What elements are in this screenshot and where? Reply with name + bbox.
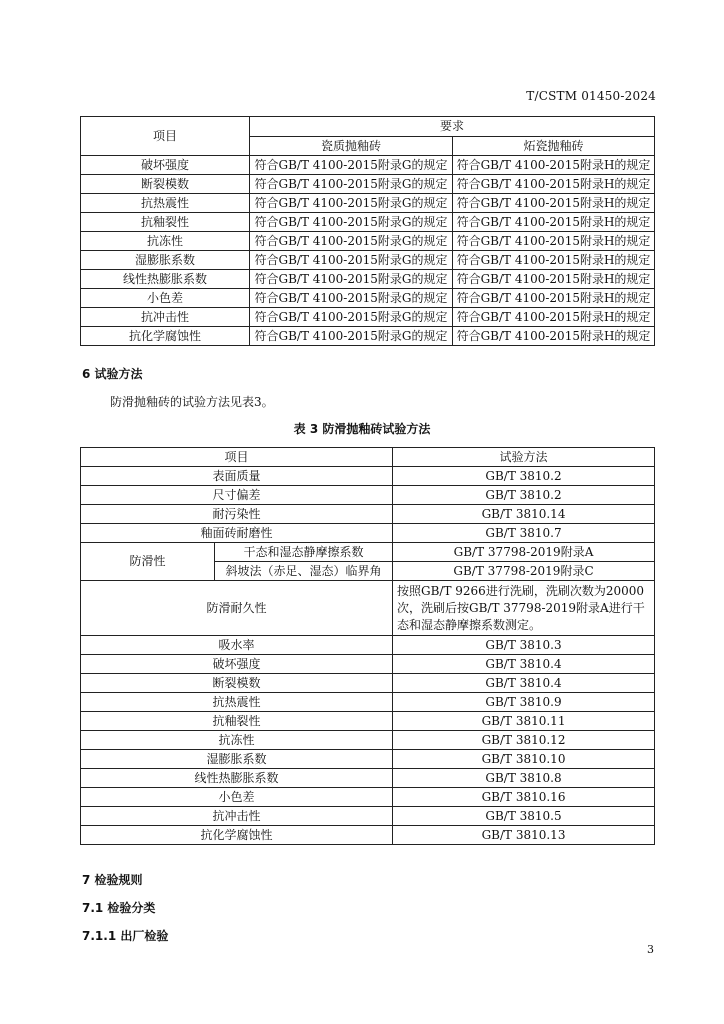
item-cell: 抗化学腐蚀性 bbox=[81, 826, 393, 845]
item-cell: 釉面砖耐磨性 bbox=[81, 524, 393, 543]
item-cell: 破坏强度 bbox=[81, 156, 250, 175]
table-row bbox=[81, 175, 655, 194]
item-cell: 耐污染性 bbox=[81, 505, 393, 524]
column-header-method: 试验方法 bbox=[393, 448, 655, 467]
section-heading-6: 6 试验方法 bbox=[82, 367, 143, 381]
porcelain-requirement-cell: 符合GB/T 4100-2015附录G的规定 bbox=[250, 156, 453, 175]
porcelain-requirement-cell: 符合GB/T 4100-2015附录G的规定 bbox=[250, 327, 453, 346]
table-row bbox=[81, 674, 655, 693]
item-cell: 尺寸偏差 bbox=[81, 486, 393, 505]
document-code: T/CSTM 01450-2024 bbox=[526, 89, 656, 103]
table-row bbox=[81, 769, 655, 788]
column-header-item: 项目 bbox=[81, 117, 250, 156]
method-cell: GB/T 3810.4 bbox=[393, 674, 655, 693]
table-row bbox=[81, 270, 655, 289]
table-row bbox=[81, 289, 655, 308]
item-cell: 抗热震性 bbox=[81, 194, 250, 213]
method-cell: GB/T 3810.13 bbox=[393, 826, 655, 845]
method-cell: GB/T 3810.5 bbox=[393, 807, 655, 826]
item-cell: 抗化学腐蚀性 bbox=[81, 327, 250, 346]
method-cell: GB/T 3810.10 bbox=[393, 750, 655, 769]
stoneware-requirement-cell: 符合GB/T 4100-2015附录H的规定 bbox=[453, 194, 655, 213]
porcelain-requirement-cell: 符合GB/T 4100-2015附录G的规定 bbox=[250, 213, 453, 232]
table-row bbox=[81, 731, 655, 750]
table-row bbox=[81, 486, 655, 505]
table-row bbox=[81, 826, 655, 845]
stoneware-requirement-cell: 符合GB/T 4100-2015附录H的规定 bbox=[453, 232, 655, 251]
item-cell: 抗釉裂性 bbox=[81, 213, 250, 232]
porcelain-requirement-cell: 符合GB/T 4100-2015附录G的规定 bbox=[250, 232, 453, 251]
item-cell: 小色差 bbox=[81, 788, 393, 807]
column-header-porcelain: 瓷质抛釉砖 bbox=[250, 137, 453, 156]
item-cell: 线性热膨胀系数 bbox=[81, 769, 393, 788]
porcelain-requirement-cell: 符合GB/T 4100-2015附录G的规定 bbox=[250, 308, 453, 327]
item-cell: 抗热震性 bbox=[81, 693, 393, 712]
item-cell: 抗冻性 bbox=[81, 731, 393, 750]
item-cell: 抗冲击性 bbox=[81, 308, 250, 327]
stoneware-requirement-cell: 符合GB/T 4100-2015附录H的规定 bbox=[453, 308, 655, 327]
method-cell: GB/T 3810.2 bbox=[393, 467, 655, 486]
porcelain-requirement-cell: 符合GB/T 4100-2015附录G的规定 bbox=[250, 251, 453, 270]
test-method-table bbox=[80, 447, 655, 845]
table-row bbox=[81, 712, 655, 731]
method-cell: GB/T 37798-2019附录C bbox=[393, 562, 655, 581]
table-row bbox=[81, 693, 655, 712]
table-row bbox=[81, 251, 655, 270]
column-header-stoneware: 炻瓷抛釉砖 bbox=[453, 137, 655, 156]
stoneware-requirement-cell: 符合GB/T 4100-2015附录H的规定 bbox=[453, 251, 655, 270]
column-header-requirement: 要求 bbox=[250, 117, 655, 137]
stoneware-requirement-cell: 符合GB/T 4100-2015附录H的规定 bbox=[453, 270, 655, 289]
item-cell: 破坏强度 bbox=[81, 655, 393, 674]
table-row bbox=[81, 581, 655, 636]
table-row bbox=[81, 327, 655, 346]
table-row bbox=[81, 194, 655, 213]
porcelain-requirement-cell: 符合GB/T 4100-2015附录G的规定 bbox=[250, 289, 453, 308]
method-cell: GB/T 3810.3 bbox=[393, 636, 655, 655]
item-cell: 吸水率 bbox=[81, 636, 393, 655]
method-cell: GB/T 3810.11 bbox=[393, 712, 655, 731]
method-cell: GB/T 3810.8 bbox=[393, 769, 655, 788]
item-cell: 湿膨胀系数 bbox=[81, 251, 250, 270]
method-cell: GB/T 3810.7 bbox=[393, 524, 655, 543]
item-cell: 断裂模数 bbox=[81, 674, 393, 693]
column-header-item: 项目 bbox=[81, 448, 393, 467]
requirements-table bbox=[80, 116, 655, 346]
table-row bbox=[81, 807, 655, 826]
stoneware-requirement-cell: 符合GB/T 4100-2015附录H的规定 bbox=[453, 213, 655, 232]
method-cell: 按照GB/T 9266进行洗刷，洗刷次数为20000次，洗刷后按GB/T 37798-2019附录A进行干态和湿态静摩擦系数测定。 bbox=[393, 581, 655, 636]
section-6-text: 防滑抛釉砖的试验方法见表3。 bbox=[110, 395, 274, 409]
table-row bbox=[81, 750, 655, 769]
method-cell: GB/T 3810.2 bbox=[393, 486, 655, 505]
table-row bbox=[81, 467, 655, 486]
item-cell: 干态和湿态静摩擦系数 bbox=[215, 543, 393, 562]
table-row bbox=[81, 156, 655, 175]
item-cell: 小色差 bbox=[81, 289, 250, 308]
porcelain-requirement-cell: 符合GB/T 4100-2015附录G的规定 bbox=[250, 175, 453, 194]
item-cell: 抗釉裂性 bbox=[81, 712, 393, 731]
method-cell: GB/T 3810.9 bbox=[393, 693, 655, 712]
method-cell: GB/T 3810.16 bbox=[393, 788, 655, 807]
table-row bbox=[81, 213, 655, 232]
table-row bbox=[81, 788, 655, 807]
method-cell: GB/T 37798-2019附录A bbox=[393, 543, 655, 562]
slip-resistance-label: 防滑性 bbox=[81, 543, 215, 581]
stoneware-requirement-cell: 符合GB/T 4100-2015附录H的规定 bbox=[453, 289, 655, 308]
stoneware-requirement-cell: 符合GB/T 4100-2015附录H的规定 bbox=[453, 175, 655, 194]
section-heading-7-1-1: 7.1.1 出厂检验 bbox=[82, 929, 169, 943]
method-cell: GB/T 3810.4 bbox=[393, 655, 655, 674]
item-cell: 湿膨胀系数 bbox=[81, 750, 393, 769]
item-cell: 抗冻性 bbox=[81, 232, 250, 251]
page-number: 3 bbox=[647, 943, 654, 956]
item-cell: 斜坡法（赤足、湿态）临界角 bbox=[215, 562, 393, 581]
section-heading-7-1: 7.1 检验分类 bbox=[82, 901, 156, 915]
stoneware-requirement-cell: 符合GB/T 4100-2015附录H的规定 bbox=[453, 156, 655, 175]
table-row bbox=[81, 505, 655, 524]
table-3-caption: 表 3 防滑抛釉砖试验方法 bbox=[293, 422, 431, 436]
table-row bbox=[81, 655, 655, 674]
item-cell: 抗冲击性 bbox=[81, 807, 393, 826]
table-row bbox=[81, 543, 655, 562]
table-row bbox=[81, 308, 655, 327]
section-heading-7: 7 检验规则 bbox=[82, 873, 143, 887]
method-cell: GB/T 3810.12 bbox=[393, 731, 655, 750]
porcelain-requirement-cell: 符合GB/T 4100-2015附录G的规定 bbox=[250, 194, 453, 213]
table-row bbox=[81, 232, 655, 251]
method-cell: GB/T 3810.14 bbox=[393, 505, 655, 524]
porcelain-requirement-cell: 符合GB/T 4100-2015附录G的规定 bbox=[250, 270, 453, 289]
stoneware-requirement-cell: 符合GB/T 4100-2015附录H的规定 bbox=[453, 327, 655, 346]
item-cell: 线性热膨胀系数 bbox=[81, 270, 250, 289]
table-row bbox=[81, 636, 655, 655]
item-cell: 表面质量 bbox=[81, 467, 393, 486]
item-cell: 断裂模数 bbox=[81, 175, 250, 194]
item-cell: 防滑耐久性 bbox=[81, 581, 393, 636]
table-row bbox=[81, 524, 655, 543]
